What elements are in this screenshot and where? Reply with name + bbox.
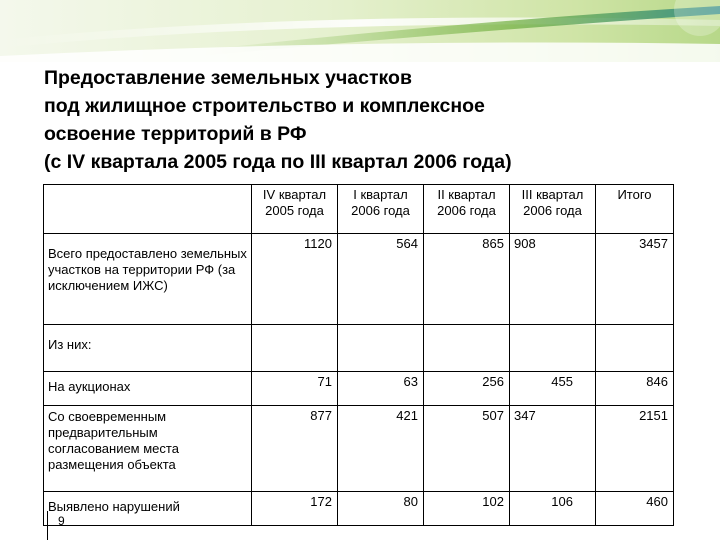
header-cell-q3-2006: III квартал 2006 года (510, 185, 596, 234)
header-cell-empty (44, 185, 252, 234)
title-line-4: (с IV квартала 2005 года по III квартал 2006 года) (44, 151, 512, 173)
cell-value (252, 325, 338, 372)
cell-value: 507 (424, 406, 510, 492)
cell-value: 172 (252, 492, 338, 526)
header-banner (0, 0, 720, 62)
table-row (44, 492, 674, 526)
cell-value (424, 325, 510, 372)
header-cell-q2-2006: II квартал 2006 года (424, 185, 510, 234)
row-label-prior-approval: Со своевременным предварительным согласованием места размещения объекта (44, 406, 252, 492)
cell-value: 2151 (596, 406, 674, 492)
row-label-total-allocated: Всего предоставлено земельных участков на территории РФ (за исключением ИЖС) (44, 234, 252, 325)
header-cell-q4-2005: IV квартал 2005 года (252, 185, 338, 234)
cell-value (510, 325, 596, 372)
table-row (44, 372, 674, 406)
title-line-3: освоение территорий в РФ (44, 123, 307, 145)
table-row (44, 234, 674, 325)
cell-value: 63 (338, 372, 424, 406)
cell-value: 865 (424, 234, 510, 325)
cell-value: 455 (510, 372, 596, 406)
land-allocation-table (43, 184, 674, 526)
cell-value: 421 (338, 406, 424, 492)
cell-value: 460 (596, 492, 674, 526)
cell-value (596, 325, 674, 372)
header-cell-total: Итого (596, 185, 674, 234)
row-label-of-them: Из них: (44, 325, 252, 372)
banner-graphic (0, 0, 720, 62)
header-cell-q1-2006: I квартал 2006 года (338, 185, 424, 234)
title-line-2: под жилищное строительство и комплексное (44, 95, 485, 117)
title-line-1: Предоставление земельных участков (44, 67, 412, 89)
cell-value: 846 (596, 372, 674, 406)
row-label-violations: Выявлено нарушений (44, 492, 252, 526)
cell-value (338, 325, 424, 372)
table-row (44, 325, 674, 372)
cell-value: 877 (252, 406, 338, 492)
table-row (44, 406, 674, 492)
row-label-auctions: На аукционах (44, 372, 252, 406)
cell-value: 1120 (252, 234, 338, 325)
cell-value: 80 (338, 492, 424, 526)
cell-value: 3457 (596, 234, 674, 325)
cell-value: 71 (252, 372, 338, 406)
page-number: 9 (58, 514, 65, 528)
cell-value: 102 (424, 492, 510, 526)
table-header-row (44, 185, 674, 234)
cell-value: 908 (510, 234, 596, 325)
cell-value: 564 (338, 234, 424, 325)
page-marker-line (47, 511, 48, 540)
cell-value: 347 (510, 406, 596, 492)
slide-title (44, 64, 684, 176)
cell-value: 256 (424, 372, 510, 406)
cell-value: 106 (510, 492, 596, 526)
